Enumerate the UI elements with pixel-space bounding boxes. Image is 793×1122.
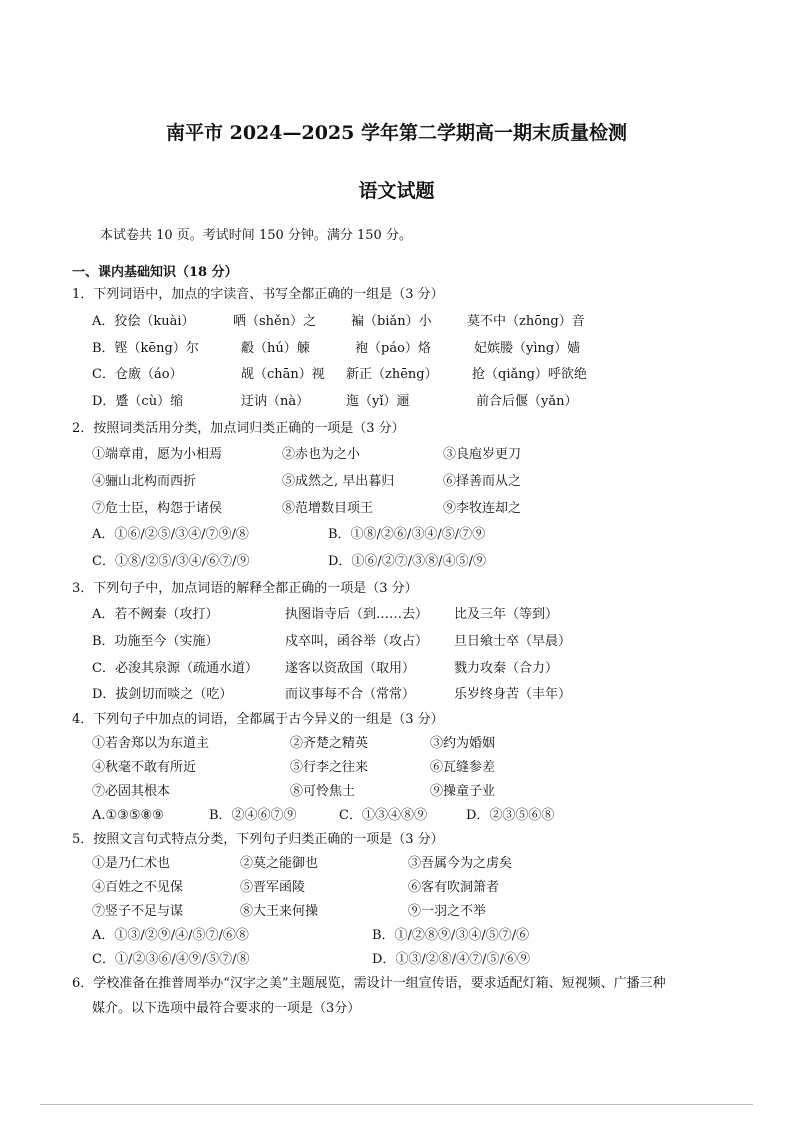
q5-item-9: ⑨一羽之不举 — [408, 904, 487, 919]
q2-item-2: ②赤也为之小 — [282, 447, 361, 462]
question-1-stem: 1．下列词语中，加点的字读音、书写全都正确的一组是（3 分） — [72, 287, 444, 302]
q5-item-2: ②莫之能御也 — [240, 856, 319, 871]
q3-option-b-2: 戍卒叫，函谷举（攻占） — [285, 634, 429, 649]
q3-option-d-3: 乐岁终身苦（丰年） — [454, 687, 572, 702]
q2-item-5: ⑤成然之, 早出暮归 — [282, 474, 395, 489]
question-6-stem-line-2: 媒介。以下选项中最符合要求的一项是（3分） — [92, 1001, 361, 1016]
q1-option-a-2: 哂（shěn）之 — [233, 314, 317, 329]
page-bottom-rule — [40, 1104, 753, 1105]
q1-option-b-1: B．铿（kēng）尔 — [92, 341, 199, 356]
q2-item-8: ⑧范增数目项王 — [282, 501, 374, 516]
q2-option-a: A．①⑥/②⑤/③④/⑦⑨/⑧ — [92, 527, 249, 542]
q5-option-c: C．①/②③⑥/④⑨/⑤⑦/⑧ — [92, 952, 250, 967]
exam-title: 南平市 2024—2025 学年第二学期高一期末质量检测 — [166, 122, 627, 144]
q2-item-9: ⑨李牧连却之 — [443, 501, 522, 516]
q5-item-6: ⑥客有吹洞箫者 — [408, 880, 500, 895]
question-2-stem: 2．按照词类活用分类，加点词归类正确的一项是（3 分） — [72, 421, 405, 436]
q3-option-b-3: 旦日飨士卒（早晨） — [454, 634, 572, 649]
q4-item-8: ⑧可怜焦土 — [290, 784, 356, 799]
q5-item-7: ⑦竖子不足与谋 — [92, 904, 184, 919]
q1-option-b-3: 袍（páo）烙 — [355, 341, 431, 356]
q1-option-c-4: 抢（qiǎng）呼欲绝 — [472, 367, 587, 382]
q2-option-b: B．①⑧/②⑥/③④/⑤/⑦⑨ — [328, 527, 486, 542]
q5-option-b: B．①/②⑧⑨/③④/⑤⑦/⑥ — [372, 928, 530, 943]
q1-option-c-3: 新正（zhēng） — [346, 367, 438, 382]
q5-item-3: ③吾属今为之虏矣 — [408, 856, 513, 871]
question-3-stem: 3．下列句子中，加点词语的解释全都正确的一项是（3 分） — [72, 581, 418, 596]
q3-option-a-1: A．若不阙秦（攻打） — [92, 607, 219, 622]
question-4-stem: 4．下列句子中加点的词语，全都属于古今异义的一组是（3 分） — [72, 712, 444, 727]
q1-option-b-4: 妃嫔媵（yìng）嫱 — [474, 341, 581, 356]
q1-option-a-1: A．狡侩（kuài） — [92, 314, 195, 329]
q4-item-7: ⑦必固其根本 — [92, 784, 171, 799]
q1-option-b-2: 觳（hú）觫 — [241, 341, 310, 356]
q5-item-8: ⑧大王来何操 — [240, 904, 319, 919]
q4-option-d: D．②③⑤⑥⑧ — [466, 808, 555, 823]
q4-option-c: C．①③④⑧⑨ — [339, 808, 427, 823]
q5-item-4: ④百姓之不见保 — [92, 880, 184, 895]
q3-option-c-2: 遂客以资敌国（取用） — [285, 661, 416, 676]
q4-item-2: ②齐楚之精英 — [290, 736, 369, 751]
q4-option-a: A.①③⑤⑧⑨ — [92, 808, 164, 823]
q4-item-9: ⑨操童子业 — [430, 784, 496, 799]
q5-item-5: ⑤晋军函陵 — [240, 880, 306, 895]
q1-option-c-2: 觇（chān）视 — [241, 367, 325, 382]
q3-option-a-2: 执图诣寺后（到……去） — [285, 607, 429, 622]
q2-item-3: ③良庖岁更刀 — [443, 447, 522, 462]
q1-option-d-3: 迤（yǐ）逦 — [346, 394, 410, 409]
q3-option-b-1: B．功施至今（实施） — [92, 634, 219, 649]
q3-option-a-3: 比及三年（等到） — [454, 607, 559, 622]
exam-intro: 本试卷共 10 页。考试时间 150 分钟。满分 150 分。 — [100, 228, 412, 243]
question-5-stem: 5．按照文言句式特点分类，下列句子归类正确的一项是（3 分） — [72, 832, 444, 847]
question-6-stem-line-1: 6．学校准备在推普周举办“汉字之美”主题展览，需设计一组宣传语，要求适配灯箱、短视频、广播三种 — [72, 976, 666, 991]
q1-option-a-4: 莫不中（zhōng）音 — [467, 314, 585, 329]
q3-option-d-1: D．拔剑切而啖之（吃） — [92, 687, 233, 702]
q2-item-1: ①端章甫，愿为小相焉 — [92, 447, 223, 462]
q3-option-d-2: 而议事每不合（常常） — [285, 687, 416, 702]
q2-item-7: ⑦危士臣，构怨于诸侯 — [92, 501, 223, 516]
section-heading: 一、课内基础知识（18 分） — [72, 265, 238, 280]
q2-option-d: D．①⑥/②⑦/③⑧/④⑤/⑨ — [328, 554, 486, 569]
q1-option-d-4: 前合后偃（yǎn） — [476, 394, 578, 409]
q4-item-5: ⑤行李之往来 — [290, 760, 369, 775]
q2-option-c: C．①⑧/②⑤/③④/⑥⑦/⑨ — [92, 554, 250, 569]
q4-item-4: ④秋毫不敢有所近 — [92, 760, 197, 775]
q5-option-a: A．①③/②⑨/④/⑤⑦/⑥⑧ — [92, 928, 249, 943]
q1-option-c-1: C．仓廒（áo） — [92, 367, 183, 382]
q4-option-b: B．②④⑥⑦⑨ — [209, 808, 297, 823]
q5-option-d: D．①③/②⑧/④⑦/⑤/⑥⑨ — [372, 952, 530, 967]
q4-item-3: ③约为婚姻 — [430, 736, 496, 751]
q5-item-1: ①是乃仁术也 — [92, 856, 171, 871]
q4-item-6: ⑥瓦缝参差 — [430, 760, 496, 775]
q4-item-1: ①若舍郑以为东道主 — [92, 736, 210, 751]
q2-item-4: ④骊山北构而西折 — [92, 474, 197, 489]
q1-option-d-2: 迂讷（nà） — [241, 394, 310, 409]
q1-option-a-3: 褊（biǎn）小 — [351, 314, 432, 329]
q3-option-c-1: C．必浚其泉源（疏通水道） — [92, 661, 258, 676]
exam-subtitle: 语文试题 — [358, 180, 435, 202]
q2-item-6: ⑥择善而从之 — [443, 474, 522, 489]
q1-option-d-1: D．蹙（cù）缩 — [92, 394, 184, 409]
q3-option-c-3: 戮力攻秦（合力） — [454, 661, 559, 676]
